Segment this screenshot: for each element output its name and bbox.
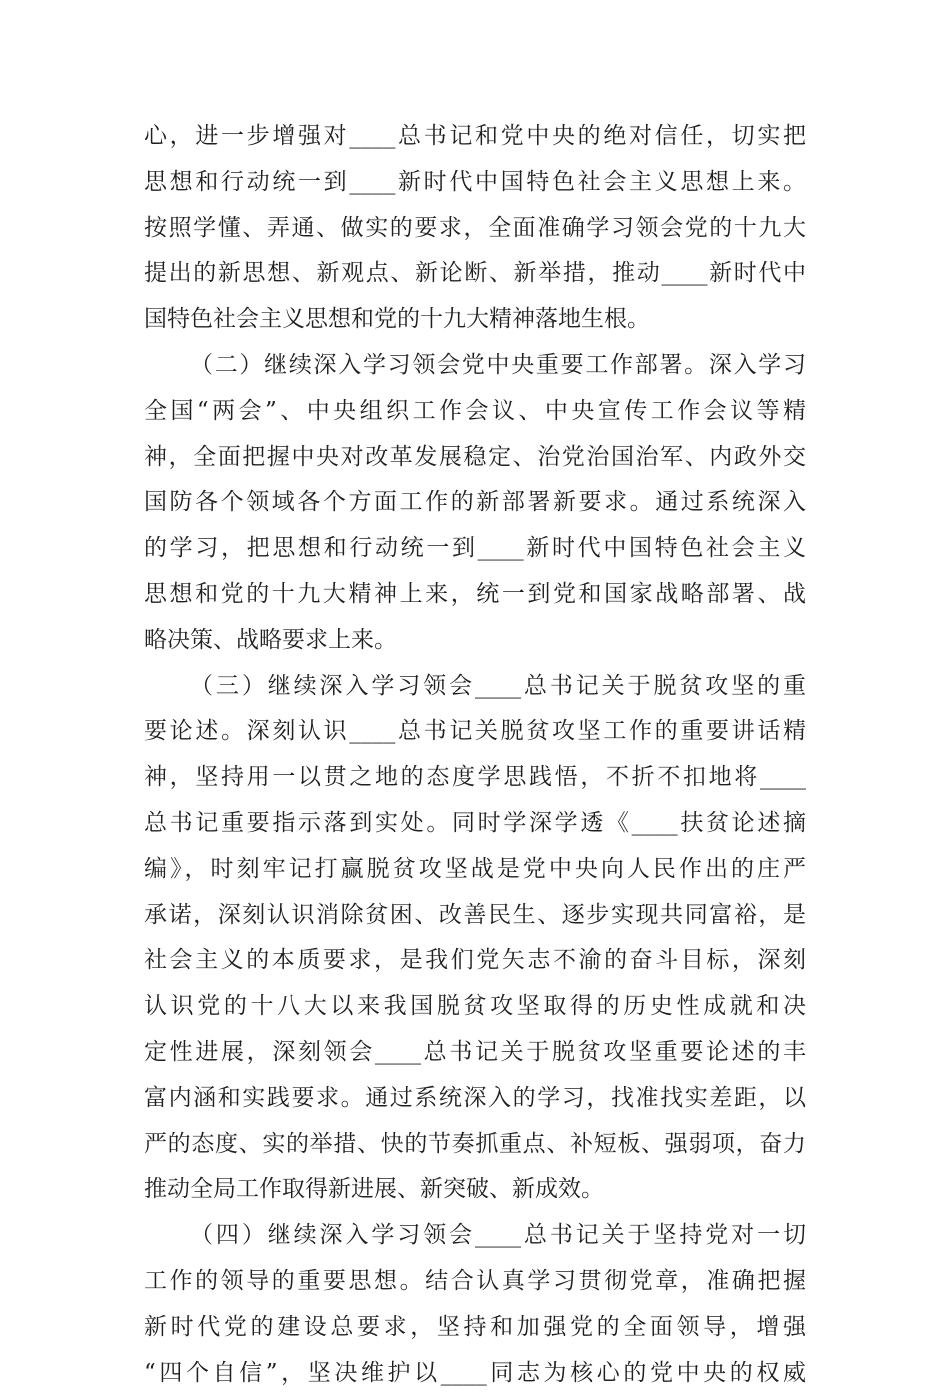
text-line: 思想和党的十九大精神上来，统一到党和国家战略部署、战 [144,580,806,607]
text-line: 要论述。深刻认识____总书记关脱贫攻坚工作的重要讲话精 [144,718,806,745]
text-line: （四）继续深入学习领会____总书记关于坚持党对一切 [190,1222,806,1249]
text-line: 富内涵和实践要求。通过系统深入的学习，找准找实差距，以 [144,1084,806,1111]
text-line: 全国“两会”、中央组织工作会议、中央宣传工作会议等精 [144,397,806,424]
text-line: 编》，时刻牢记打赢脱贫攻坚战是党中央向人民作出的庄严 [144,855,806,882]
text-line: 严的态度、实的举措、快的节奏抓重点、补短板、强弱项，奋力 [144,1130,806,1157]
text-line: （三）继续深入学习领会____总书记关于脱贫攻坚的重 [190,672,806,699]
text-line: 心，进一步增强对____总书记和党中央的绝对信任，切实把 [144,123,806,149]
text-line: “四个自信”，坚决维护以____同志为核心的党中央的权威 [144,1359,806,1386]
text-line: 工作的领导的重要思想。结合认真学习贯彻党章，准确把握 [144,1267,806,1294]
text-line: 神，全面把握中央对改革发展稳定、治党治国治军、内政外交 [144,443,806,470]
text-line: 神，坚持用一以贯之地的态度学思践悟，不折不扣地将____ [144,764,806,791]
text-line: 承诺，深刻认识消除贫困、改善民生、逐步实现共同富裕，是 [144,901,806,928]
text-line: 社会主义的本质要求，是我们党矢志不渝的奋斗目标，深刻 [144,947,806,974]
text-line: 按照学懂、弄通、做实的要求，全面准确学习领会党的十九大 [144,214,806,241]
text-line: 认识党的十八大以来我国脱贫攻坚取得的历史性成就和决 [144,993,806,1020]
text-line: 国特色社会主义思想和党的十九大精神落地生根。 [144,306,650,333]
text-line: 略决策、战略要求上来。 [144,626,397,653]
document-body [144,114,806,1396]
text-line: 思想和行动统一到____新时代中国特色社会主义思想上来。 [144,168,806,195]
text-line: 国防各个领域各个方面工作的新部署新要求。通过系统深入 [144,489,806,516]
text-line: 新时代党的建设总要求，坚持和加强党的全面领导，增强 [144,1313,806,1340]
text-line: 推动全局工作取得新进展、新突破、新成效。 [144,1176,604,1203]
text-line: 提出的新思想、新观点、新论断、新举措，推动____新时代中 [144,260,806,287]
text-line: （二）继续深入学习领会党中央重要工作部署。深入学习 [190,351,806,378]
text-line: 总书记重要指示落到实处。同时学深学透《____扶贫论述摘 [144,809,806,836]
text-line: 定性进展，深刻领会____总书记关于脱贫攻坚重要论述的丰 [144,1038,806,1065]
text-line: 的学习，把思想和行动统一到____新时代中国特色社会主义 [144,535,806,562]
